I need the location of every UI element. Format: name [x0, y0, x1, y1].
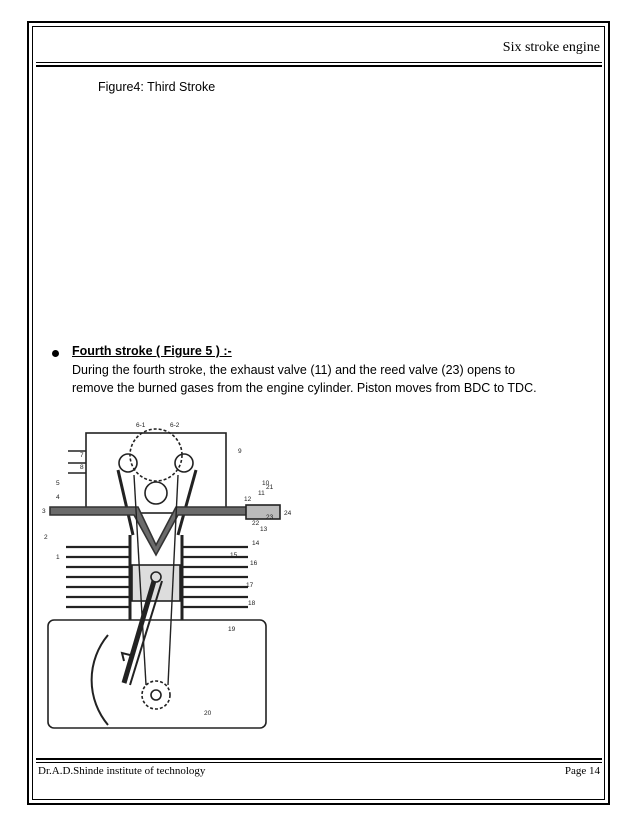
header-rule-thick [36, 65, 602, 67]
label-3: 3 [42, 508, 46, 515]
cam-right [175, 454, 193, 472]
label-6-1: 6-1 [136, 422, 146, 429]
label-24: 24 [284, 510, 292, 517]
label-21: 21 [266, 484, 274, 491]
label-10: 10 [262, 480, 270, 487]
label-19: 19 [228, 626, 236, 633]
exhaust-valve [178, 470, 196, 535]
label-4: 4 [56, 494, 60, 501]
label-14: 14 [252, 540, 260, 547]
label-20: 20 [204, 710, 212, 717]
crank-gear [142, 681, 170, 709]
label-7: 7 [80, 452, 84, 459]
footer-page-number: Page 14 [564, 765, 600, 777]
header-title: Six stroke engine [502, 40, 600, 55]
label-23: 23 [266, 514, 274, 521]
label-16: 16 [250, 560, 258, 567]
exhaust-pipe [246, 505, 280, 519]
label-9: 9 [238, 448, 242, 455]
section-heading: Fourth stroke ( Figure 5 ) :- [72, 344, 232, 358]
label-5: 5 [56, 480, 60, 487]
label-8: 8 [80, 464, 84, 471]
paragraph-line-1: During the fourth stroke, the exhaust valve (11) and the reed valve (23) opens to [72, 363, 516, 377]
figure-caption: Figure4: Third Stroke [98, 80, 216, 94]
footer-rule-thick [36, 758, 602, 760]
header-rule [36, 62, 602, 63]
bullet-dot [52, 350, 59, 357]
cam-center [145, 482, 167, 504]
label-17: 17 [246, 582, 254, 589]
label-11: 11 [258, 490, 265, 497]
label-1: 1 [56, 554, 60, 561]
section-paragraph [72, 361, 592, 397]
crankcase [48, 620, 266, 728]
label-12: 12 [244, 496, 252, 503]
label-13: 13 [260, 526, 268, 533]
label-6-2: 6-2 [170, 422, 180, 429]
cylinder-head [86, 433, 226, 513]
label-15: 15 [230, 552, 238, 559]
label-22: 22 [252, 520, 260, 527]
intake-valve [118, 470, 133, 535]
cam-left [119, 454, 137, 472]
cam-gear [130, 429, 182, 481]
label-2: 2 [44, 534, 48, 541]
engine-diagram [38, 415, 300, 735]
paragraph-line-2: remove the burned gases from the engine cylinder. Piston moves from BDC to TDC. [72, 381, 537, 395]
footer-institute: Dr.A.D.Shinde institute of technology [38, 765, 206, 777]
label-18: 18 [248, 600, 256, 607]
footer-rule [36, 762, 602, 763]
